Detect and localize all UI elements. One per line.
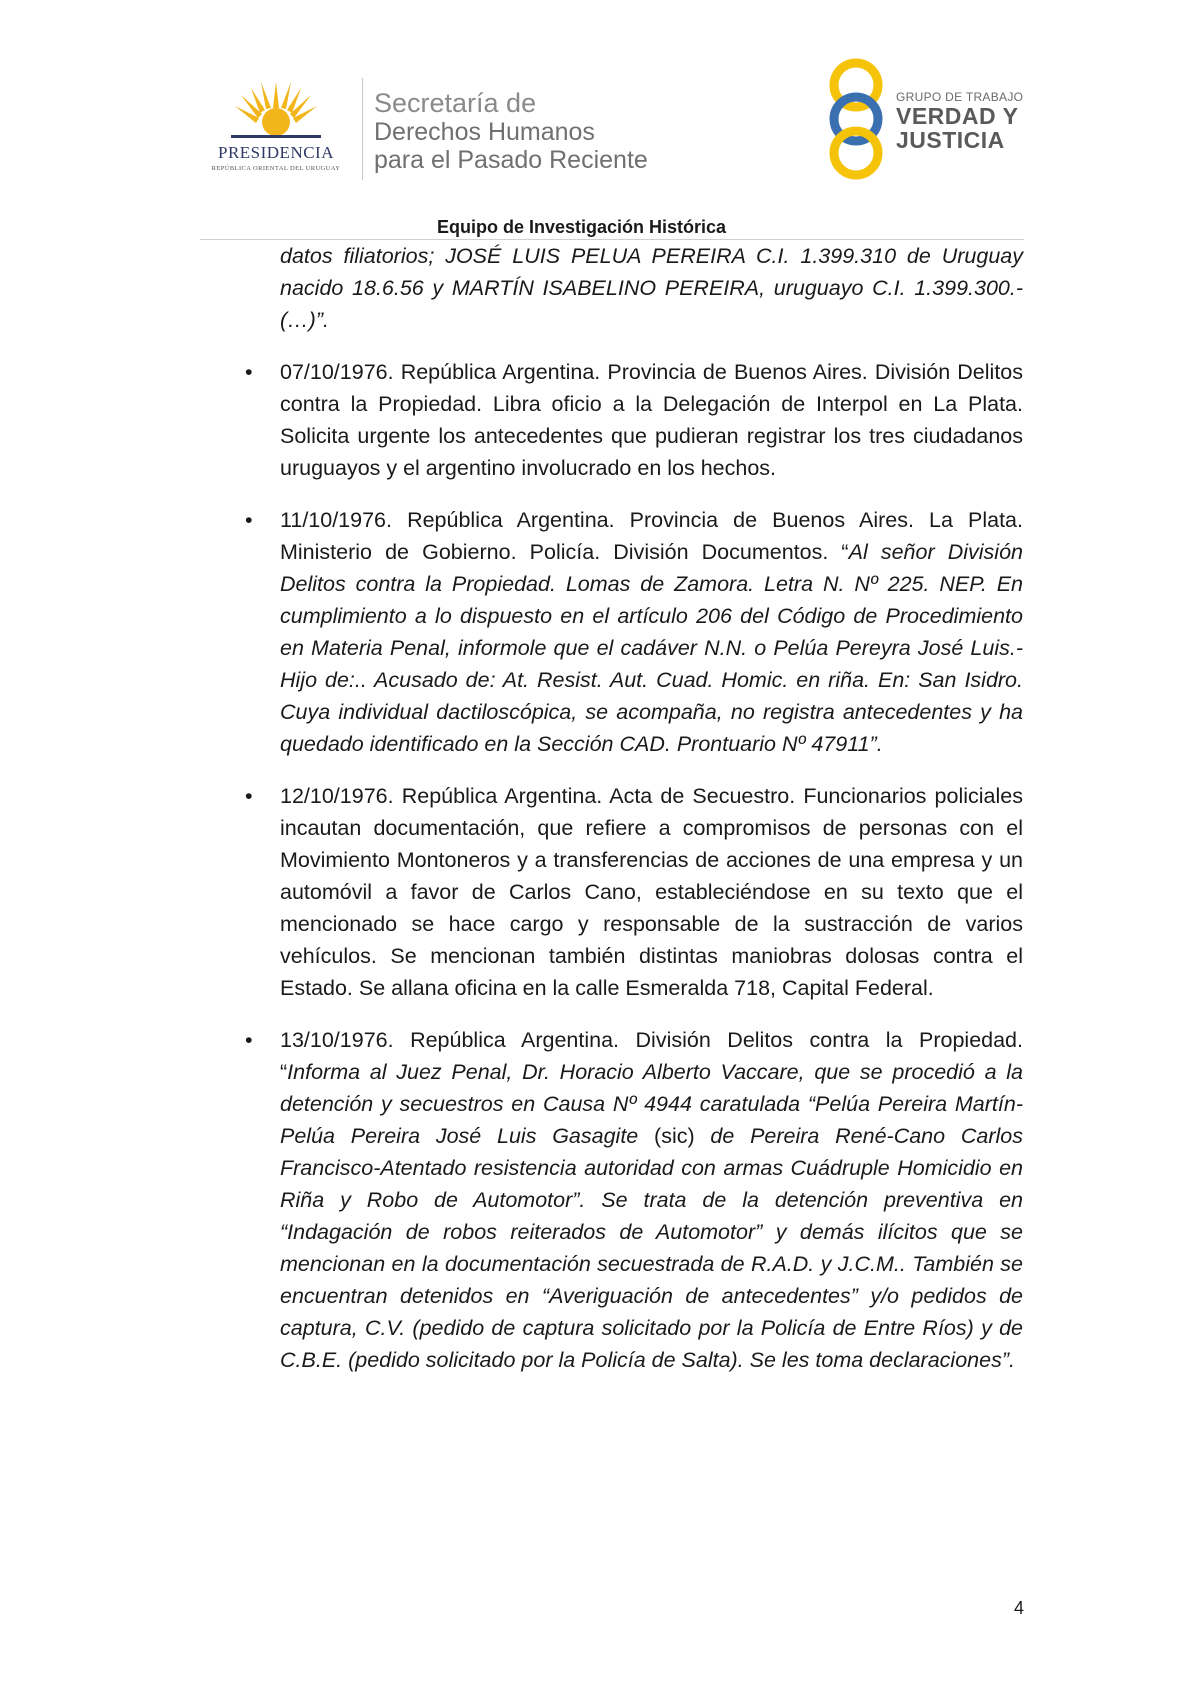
intro-paragraph: datos filiatorios; JOSÉ LUIS PELUA PEREIRA C.I. 1.399.310 de Uruguay nacido 18.6.56 y MARTÍN ISABELINO PEREIRA, uruguayo C.I. 1.399.300.- (…)”. <box>280 244 1023 332</box>
entry-plain-text: 11/10/1976. República Argentina. Provincia de Buenos Aires. La Plata. Ministerio de Gobierno. Policía. División Documentos. “ <box>280 508 1023 564</box>
list-item <box>245 356 1023 484</box>
secretaria-logo-text <box>374 88 648 174</box>
secretaria-line-3: para el Pasado Reciente <box>374 146 648 174</box>
bullet-icon: • <box>245 1028 253 1052</box>
entry-text <box>280 780 1023 1004</box>
presidencia-wordmark: PRESIDENCIA <box>217 143 334 162</box>
entry-text <box>280 356 1023 484</box>
bullet-icon: • <box>245 784 253 808</box>
page-number: 4 <box>1014 1598 1025 1618</box>
entry-quote-text-continued: de Pereira René-Cano Carlos Francisco-Atentado resistencia autoridad con armas Cuádruple Homicidio en Riña y Robo de Automotor”. Se trata de la detención preventiva en “Indagación de robos reiterados de Automotor” y demás ilícitos que se mencionan en la documentación secuestrada de R.A.D. y J.C.M.. También se encuentran detenidos en “Averiguación de antecedentes” y/o pedidos de captura, C.V. (pedido de captura solicitado por la Policía de Entre Ríos) y de C.B.E. (pedido solicitado por la Policía de Salta). Se les toma declaraciones”. <box>280 1124 1023 1372</box>
entry-quote-text: Informa al Juez Penal, Dr. Horacio Alberto Vaccare, que se procedió a la detención y secuestros en Causa Nº 4944 caratulada “Pelúa Pereira Martín-Pelúa Pereira José Luis Gasagite <box>280 1060 1023 1148</box>
logo-divider <box>362 78 363 180</box>
document-body <box>245 240 1023 1376</box>
entry-quote-text: Al señor División Delitos contra la Propiedad. Lomas de Zamora. Letra N. Nº 225. NEP. En cumplimiento a lo dispuesto en el artículo 206 del Código de Procedimiento en Materia Penal, informole que el cadáver N.N. o Pelúa Pereyra José Luis.- Hijo de:.. Acusado de: At. Resist. Aut. Cuad. Homic. en riña. En: San Isidro. Cuya individual dactiloscópica, se acompaña, no registra antecedentes y ha quedado identificado en la Sección CAD. Prontuario Nº 47911”. <box>280 540 1023 756</box>
list-item <box>245 780 1023 1004</box>
list-item <box>245 1024 1023 1376</box>
team-title: Equipo de Investigación Histórica <box>437 217 727 237</box>
sun-emblem-icon <box>231 80 321 140</box>
secretaria-line-2: Derechos Humanos <box>374 118 595 146</box>
gtvj-small-title: GRUPO DE TRABAJO <box>896 90 1024 104</box>
gtvj-title-line-1: VERDAD Y <box>896 103 1019 129</box>
gtvj-title-line-2: JUSTICIA <box>896 127 1005 153</box>
entry-text <box>280 504 1023 760</box>
bullet-icon: • <box>245 508 253 532</box>
entry-plain-text: 07/10/1976. República Argentina. Provincia de Buenos Aires. División Delitos contra la Propiedad. Libra oficio a la Delegación de Interpol en La Plata. Solicita urgente los antecedentes que pudieran registrar los tres ciudadanos uruguayos y el argentino involucrado en los hechos. <box>280 360 1023 480</box>
entry-sic-text: (sic) <box>638 1124 711 1148</box>
interlocked-rings-icon <box>820 57 892 181</box>
verdad-justicia-logo <box>820 57 1030 181</box>
presidencia-logo <box>195 80 357 180</box>
list-item <box>245 504 1023 760</box>
entry-plain-text: 13/10/1976. República Argentina. División Delitos contra la Propiedad. “ <box>280 1028 1023 1084</box>
secretaria-line-1: Secretaría de <box>374 88 537 118</box>
presidencia-subtitle: REPÚBLICA ORIENTAL DEL URUGUAY <box>211 165 341 172</box>
entry-plain-text: 12/10/1976. República Argentina. Acta de Secuestro. Funcionarios policiales incautan documentación, que refiere a compromisos de personas con el Movimiento Montoneros y a transferencias de acciones de una empresa y un automóvil a favor de Carlos Cano, estableciéndose en su texto que el mencionado se hace cargo y responsable de la sustracción de varios vehículos. Se mencionan también distintas maniobras dolosas contra el Estado. Se allana oficina en la calle Esmeralda 718, Capital Federal. <box>280 784 1023 1000</box>
bullet-icon: • <box>245 360 253 384</box>
entry-text <box>280 1024 1023 1376</box>
